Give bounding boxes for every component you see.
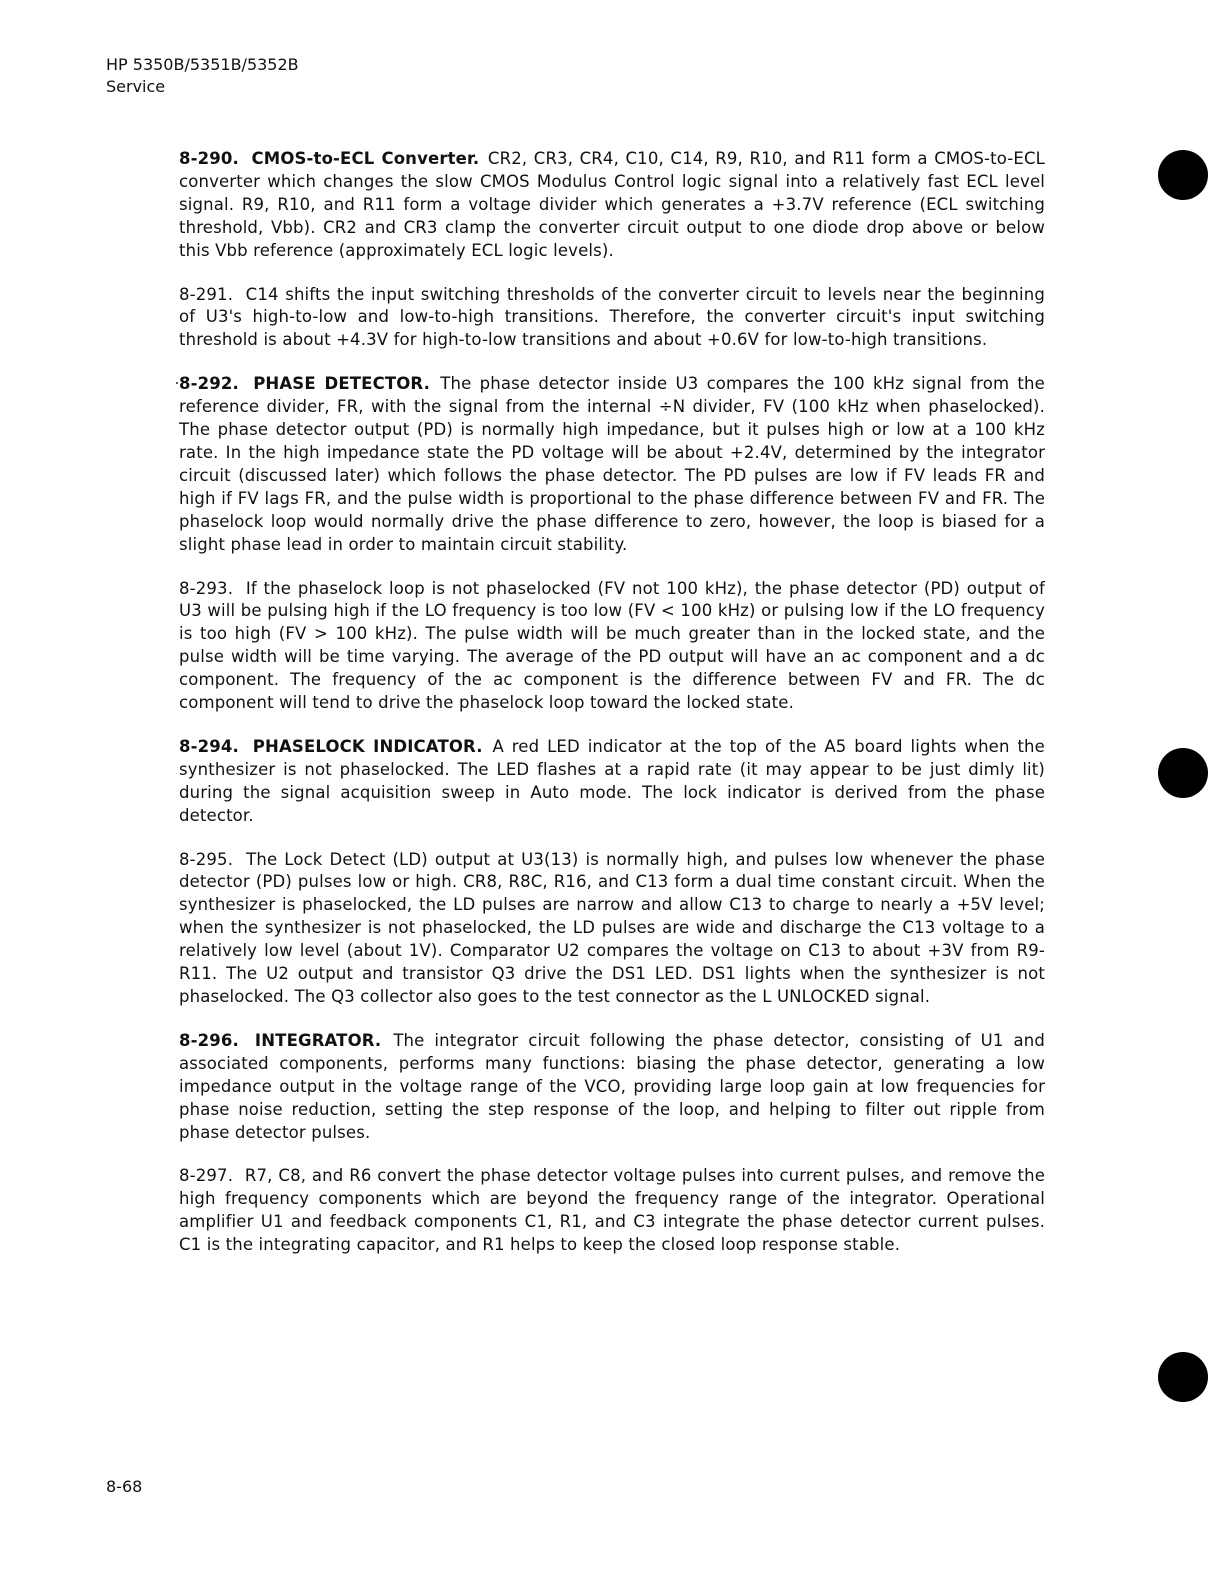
paragraph-title: PHASELOCK INDICATOR. (252, 736, 483, 756)
paragraph-number: 8-293. (179, 578, 234, 598)
paragraph-text: The phase detector inside U3 compares the 100 kHz signal from the reference divider, FR, with the signal from the internal ÷N divider, FV (100 kHz when phaselocked). The phase detector output (PD) is normally high impedance, but it pulses high or low at a 100 kHz rate. In the high impedance state the PD voltage will be about +2.4V, determined by the integrator circuit (discussed later) which follows the phase detector. The PD pulses are low if FV leads FR and high if FV lags FR, and the pulse width is proportional to the phase difference between FV and FR. The phaselock loop would normally drive the phase difference to zero, however, the loop is biased for a slight phase lead in order to maintain circuit stability. (179, 374, 1045, 554)
paragraph-8-290 (179, 148, 1045, 263)
manual-model: HP 5350B/5351B/5352B (106, 55, 299, 74)
page-header (106, 54, 299, 98)
paragraph-number: 8-296. (179, 1030, 239, 1050)
paragraph-8-295 (179, 849, 1045, 1009)
paragraph-8-297 (179, 1165, 1045, 1257)
document-body (179, 148, 1045, 1278)
paragraph-8-291 (179, 284, 1045, 353)
paragraph-text: C14 shifts the input switching thresholds of the converter circuit to levels near the beginning of U3's high-to-low and low-to-high transitions. Therefore, the converter circuit's input switching threshold is about +4.3V for high-to-low transitions and about +0.6V for low-to-high transitions. (179, 284, 1045, 350)
stray-mark (176, 382, 178, 384)
paragraph-number: 8-291. (179, 284, 234, 304)
binder-hole-middle (1158, 748, 1208, 798)
manual-section: Service (106, 77, 166, 96)
paragraph-text: If the phaselock loop is not phaselocked (FV not 100 kHz), the phase detector (PD) output of U3 will be pulsing high if the LO frequency is too low (FV < 100 kHz) or pulsing low if the LO frequency is too high (FV > 100 kHz). The pulse width will be much greater than in the locked state, and the pulse width will be time varying. The average of the PD output will have an ac component and a dc component. The frequency of the ac component is the difference between FV and FR. The dc component will tend to drive the phaselock loop toward the locked state. (179, 578, 1045, 713)
paragraph-8-296 (179, 1030, 1045, 1145)
paragraph-text: The Lock Detect (LD) output at U3(13) is normally high, and pulses low whenever the phase detector (PD) pulses low or high. CR8, R8C, R16, and C13 form a dual time constant circuit. When the synthesizer is phaselocked, the LD pulses are narrow and allow C13 to charge to nearly a +5V level; when the synthesizer is not phaselocked, the LD pulses are wide and discharge the C13 voltage to a relatively low level (about 1V). Comparator U2 compares the voltage on C13 to about +3V from R9-R11. The U2 output and transistor Q3 drive the DS1 LED. DS1 lights when the synthesizer is not phaselocked. The Q3 collector also goes to the test connector as the L UNLOCKED signal. (179, 849, 1045, 1006)
paragraph-text: R7, C8, and R6 convert the phase detector voltage pulses into current pulses, and remove the high frequency components which are beyond the frequency range of the integrator. Operational amplifier U1 and feedback components C1, R1, and C3 integrate the phase detector current pulses. C1 is the integrating capacitor, and R1 helps to keep the closed loop response stable. (179, 1166, 1046, 1255)
paragraph-title: INTEGRATOR. (254, 1030, 382, 1050)
paragraph-text: A red LED indicator at the top of the A5 board lights when the synthesizer is not phaselocked. The LED flashes at a rapid rate (it may appear to be just dimly lit) during the signal acquisition sweep in Auto mode. The lock indicator is derived from the phase detector. (179, 736, 1045, 825)
paragraph-title: CMOS-to-ECL Converter. (251, 149, 480, 168)
page-number: 8-68 (106, 1477, 143, 1496)
paragraph-number: 8-295. (179, 849, 234, 869)
paragraph-8-292 (179, 373, 1045, 556)
paragraph-number: 8-292. (179, 374, 239, 394)
paragraph-number: 8-294. (179, 736, 239, 756)
paragraph-title: PHASE DETECTOR. (253, 374, 431, 394)
paragraph-number: 8-297. (179, 1166, 234, 1186)
binder-hole-top (1158, 150, 1208, 200)
paragraph-text: CR2, CR3, CR4, C10, C14, R9, R10, and R11 form a CMOS-to-ECL converter which changes the slow CMOS Modulus Control logic signal into a relatively fast ECL level signal. R9, R10, and R11 form a voltage divider which generates a +3.7V reference (ECL switching threshold, Vbb). CR2 and CR3 clamp the converter circuit output to one diode drop above or below this Vbb reference (approximately ECL logic levels). (179, 149, 1045, 260)
binder-hole-bottom (1158, 1352, 1208, 1402)
paragraph-8-294 (179, 736, 1045, 828)
paragraph-8-293 (179, 578, 1045, 715)
paragraph-text: The integrator circuit following the phase detector, consisting of U1 and associated components, performs many functions: biasing the phase detector, generating a low impedance output in the voltage range of the VCO, providing large loop gain at low frequencies for phase noise reduction, setting the step response of the loop, and helping to filter out ripple from phase detector pulses. (179, 1030, 1045, 1142)
paragraph-number: 8-290. (179, 149, 239, 168)
